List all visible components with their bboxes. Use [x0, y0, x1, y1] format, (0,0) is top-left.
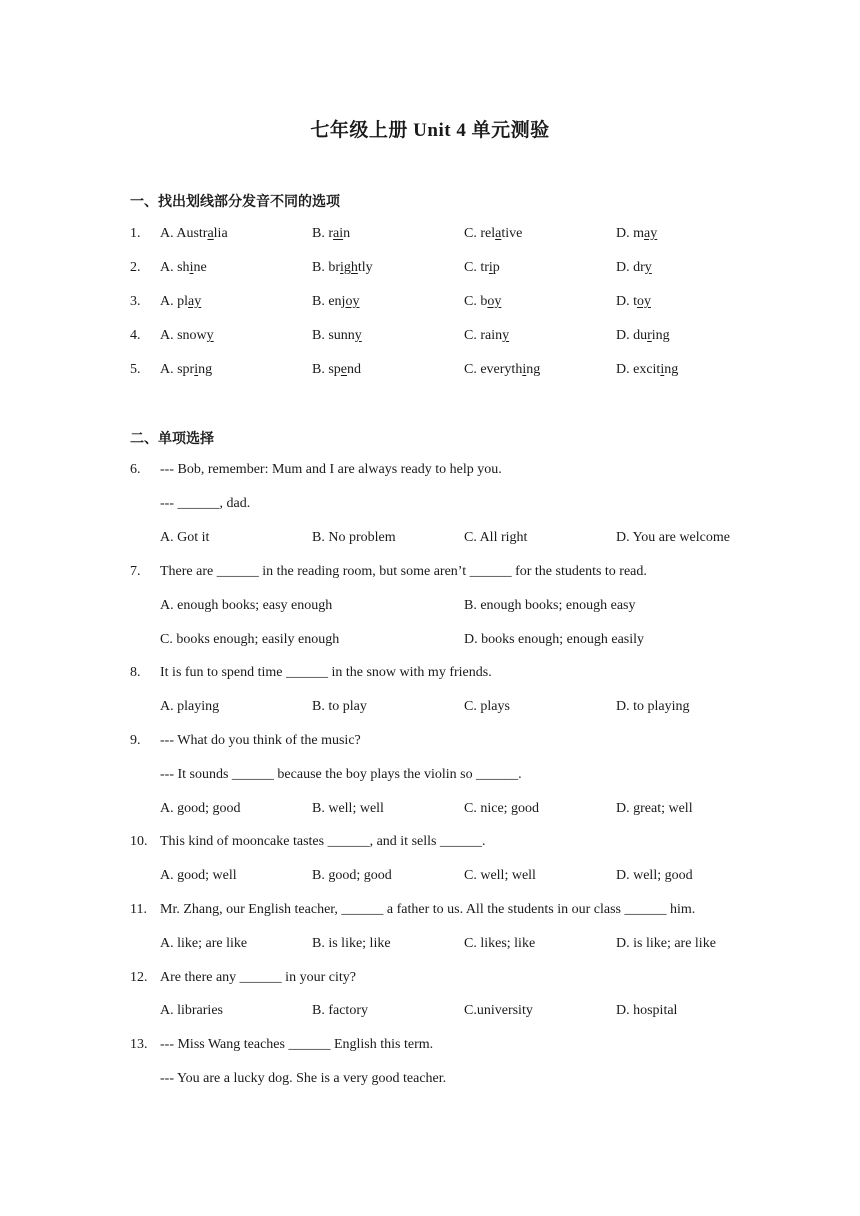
option-d: D. to playing [616, 699, 690, 714]
option-b: B. No problem [312, 530, 396, 545]
option-text: D. m [616, 226, 644, 241]
option-a [160, 260, 207, 276]
option-d [616, 294, 651, 310]
underlined-part: i [488, 260, 493, 275]
option-a: A. enough books; easy enough [160, 598, 333, 613]
underlined-part: ay [188, 294, 202, 309]
option-text: C. b [464, 294, 488, 309]
option-c: C. well; well [464, 868, 536, 883]
option-text: B. r [312, 226, 333, 241]
underlined-part: i [522, 362, 527, 377]
option-text: ng [198, 362, 213, 377]
option-d: D. is like; are like [616, 936, 716, 951]
underlined-part: oy [487, 294, 502, 309]
option-text: p [492, 260, 500, 275]
option-text: C. everyth [464, 362, 523, 377]
option-c [464, 328, 509, 344]
option-a: A. good; well [160, 868, 237, 883]
option-c [464, 226, 522, 242]
underlined-part: a [207, 226, 214, 241]
option-text: B. enj [312, 294, 346, 309]
question-number: 2. [130, 260, 141, 275]
option-a [160, 328, 214, 344]
option-a: A. Got it [160, 530, 210, 545]
question-number: 10. [130, 834, 148, 849]
option-c [464, 362, 540, 378]
option-text: lia [213, 226, 228, 241]
underlined-part: y [206, 328, 214, 343]
section-heading-single-choice: 二、单项选择 [130, 431, 214, 447]
option-d: D. great; well [616, 801, 693, 816]
option-text: D. du [616, 328, 648, 343]
option-b [312, 294, 359, 310]
option-text: B. sp [312, 362, 341, 377]
option-a [160, 294, 201, 310]
option-d [616, 328, 670, 344]
option-c: C. likes; like [464, 936, 536, 951]
section-heading-pronunciation: 一、找出划线部分发音不同的选项 [130, 194, 340, 210]
underlined-part: r [647, 328, 652, 343]
question-stem: --- It sounds ______ because the boy plays the violin so ______. [160, 767, 522, 782]
option-d: D. well; good [616, 868, 693, 883]
option-b [312, 362, 361, 378]
option-d: D. books enough; enough easily [464, 632, 645, 647]
option-a: A. good; good [160, 801, 241, 816]
question-stem: This kind of mooncake tastes ______, and it sells ______. [160, 834, 486, 849]
underlined-part: oy [345, 294, 360, 309]
question-stem: --- ______, dad. [160, 496, 251, 511]
question-number: 3. [130, 294, 141, 309]
option-c: C. books enough; easily enough [160, 632, 340, 647]
option-text: ne [193, 260, 207, 275]
option-c [464, 260, 500, 276]
underlined-part: ay [644, 226, 658, 241]
underlined-part: i [189, 260, 194, 275]
option-d: D. You are welcome [616, 530, 730, 545]
question-number: 12. [130, 970, 148, 985]
option-text: C. rain [464, 328, 503, 343]
option-text: n [343, 226, 351, 241]
option-text: A. pl [160, 294, 188, 309]
option-b: B. is like; like [312, 936, 391, 951]
option-text: A. spr [160, 362, 195, 377]
question-stem: Mr. Zhang, our English teacher, ______ a father to us. All the students in our class ______ him. [160, 902, 696, 917]
option-b: B. good; good [312, 868, 392, 883]
option-c [464, 294, 501, 310]
underlined-part: y [502, 328, 510, 343]
question-number: 1. [130, 226, 141, 241]
page-title: 七年级上册 Unit 4 单元测验 [310, 120, 550, 141]
option-d [616, 226, 657, 242]
option-c: C. plays [464, 699, 510, 714]
question-number: 13. [130, 1037, 148, 1052]
underlined-part: y [354, 328, 362, 343]
option-text: A. Austr [160, 226, 208, 241]
question-stem: --- What do you think of the music? [160, 733, 361, 748]
option-b [312, 328, 362, 344]
question-stem: Are there any ______ in your city? [160, 970, 356, 985]
option-text: ng [526, 362, 541, 377]
option-text: ing [651, 328, 670, 343]
option-a [160, 226, 228, 242]
question-stem: It is fun to spend time ______ in the snow with my friends. [160, 665, 492, 680]
option-b: B. well; well [312, 801, 384, 816]
question-number: 5. [130, 362, 141, 377]
option-text: D. excit [616, 362, 661, 377]
option-text: C. rel [464, 226, 496, 241]
underlined-part: i [194, 362, 199, 377]
option-b: B. factory [312, 1003, 368, 1018]
question-number: 9. [130, 733, 141, 748]
option-b [312, 260, 373, 276]
question-stem: --- You are a lucky dog. She is a very good teacher. [160, 1071, 447, 1086]
option-a: A. playing [160, 699, 220, 714]
option-c: C.university [464, 1003, 533, 1018]
option-text: D. t [616, 294, 637, 309]
question-number: 8. [130, 665, 141, 680]
option-a: A. libraries [160, 1003, 223, 1018]
option-a: A. like; are like [160, 936, 248, 951]
option-b: B. to play [312, 699, 367, 714]
underlined-part: ai [333, 226, 344, 241]
option-d [616, 260, 652, 276]
option-text: tive [501, 226, 523, 241]
option-text: B. sunn [312, 328, 355, 343]
option-d: D. hospital [616, 1003, 678, 1018]
option-b: B. enough books; enough easy [464, 598, 636, 613]
underlined-part: igh [340, 260, 358, 275]
option-c: C. nice; good [464, 801, 540, 816]
question-number: 6. [130, 462, 141, 477]
option-text: D. dr [616, 260, 645, 275]
option-c: C. All right [464, 530, 528, 545]
option-text: tly [357, 260, 373, 275]
option-text: B. br [312, 260, 340, 275]
question-number: 7. [130, 564, 141, 579]
underlined-part: a [495, 226, 502, 241]
option-text: C. tr [464, 260, 489, 275]
option-text: A. snow [160, 328, 207, 343]
question-stem: --- Miss Wang teaches ______ English this term. [160, 1037, 434, 1052]
question-number: 4. [130, 328, 141, 343]
underlined-part: y [644, 260, 652, 275]
option-text: A. sh [160, 260, 190, 275]
underlined-part: i [660, 362, 665, 377]
underlined-part: oy [637, 294, 651, 309]
option-text: nd [347, 362, 362, 377]
option-text: ng [664, 362, 679, 377]
question-number: 11. [130, 902, 147, 917]
option-d [616, 362, 678, 378]
option-b [312, 226, 350, 242]
option-a [160, 362, 212, 378]
underlined-part: e [340, 362, 348, 377]
question-stem: --- Bob, remember: Mum and I are always ready to help you. [160, 462, 502, 477]
question-stem: There are ______ in the reading room, but some aren’t ______ for the students to read. [160, 564, 647, 579]
